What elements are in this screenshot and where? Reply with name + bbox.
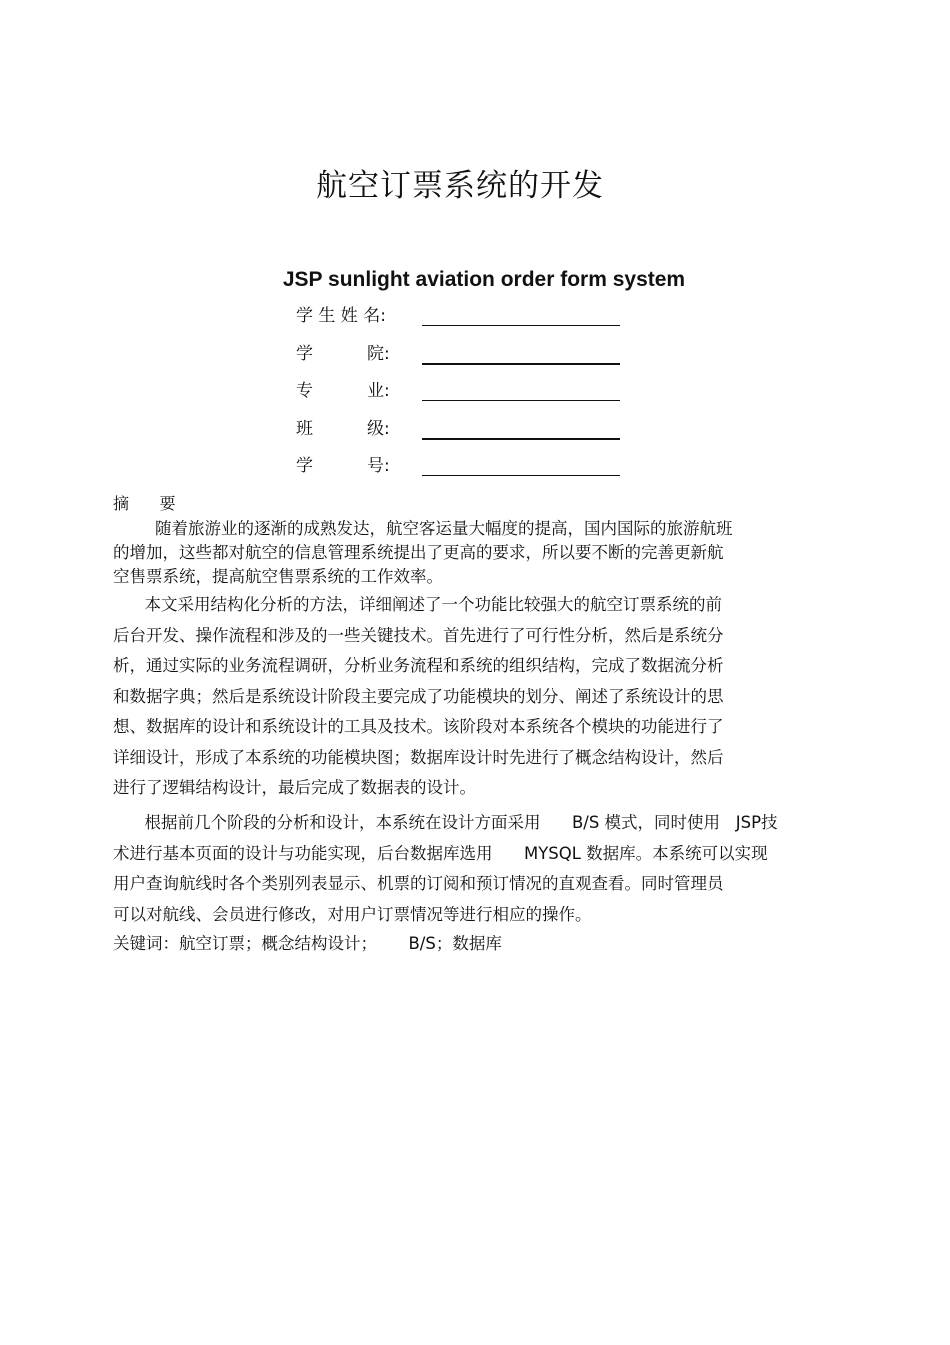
paragraph-line: 想、数据库的设计和系统设计的工具及技术。该阶段对本系统各个模块的功能进行了 [113,717,724,736]
paragraph-line: 术进行基本页面的设计与功能实现，后台数据库选用 MYSQL 数据库。本系统可以实现 [113,843,768,863]
info-row-college [296,342,626,380]
info-label-major: 专 业: [296,381,390,401]
info-blank-student-id [422,475,620,476]
paragraph-line: 析，通过实际的业务流程调研，分析业务流程和系统的组织结构，完成了数据流分析 [113,656,724,675]
abstract-paragraph-2 [113,590,853,804]
paragraph-line: 本文采用结构化分析的方法，详细阐述了一个功能比较强大的航空订票系统的前 [113,595,722,614]
paragraph-line: 和数据字典；然后是系统设计阶段主要完成了功能模块的划分、阐述了系统设计的思 [113,686,724,706]
paragraph-line: 后台开发、操作流程和涉及的一些关键技术。首先进行了可行性分析，然后是系统分 [113,625,724,645]
info-blank-class [422,438,620,440]
abstract-paragraph-1 [113,517,853,589]
keywords-line: 关键词：航空订票；概念结构设计； B/S；数据库 [113,934,502,953]
info-label-student-id: 学 号: [296,456,390,476]
info-label-student-name: 学 生 姓 名: [296,306,386,326]
abstract-heading: 摘 要 [113,494,176,513]
info-label-class: 班 级: [296,418,390,439]
info-blank-major [422,400,620,401]
info-row-major [296,379,626,417]
paragraph-line: 进行了逻辑结构设计，最后完成了数据表的设计。 [113,778,476,797]
info-blank-student-name [422,325,620,326]
info-row-class [296,417,626,455]
info-label-college: 学 院: [296,343,390,364]
paragraph-line: 根据前几个阶段的分析和设计，本系统在设计方面采用 B/S 模式，同时使用 JSP技 [113,813,778,832]
paragraph-line: 的增加，这些都对航空的信息管理系统提出了更高的要求，所以要不断的完善更新航 [113,543,724,562]
document-title-english: JSP sunlight aviation order form system [282,268,686,291]
student-info-form [296,304,626,492]
paragraph-line: 随着旅游业的逐渐的成熟发达，航空客运量大幅度的提高，国内国际的旅游航班 [113,519,733,538]
paragraph-line: 用户查询航线时各个类别列表显示、机票的订阅和预订情况的直观查看。同时管理员 [113,874,724,893]
document-title-chinese: 航空订票系统的开发 [316,168,604,204]
info-blank-college [422,363,620,365]
info-row-student-name [296,304,626,342]
paragraph-line: 空售票系统，提高航空售票系统的工作效率。 [113,567,443,586]
paragraph-line: 可以对航线、会员进行修改，对用户订票情况等进行相应的操作。 [113,904,592,924]
info-row-student-id [296,454,626,492]
abstract-paragraph-3 [113,808,853,930]
paragraph-line: 详细设计，形成了本系统的功能模块图；数据库设计时先进行了概念结构设计，然后 [113,747,724,767]
